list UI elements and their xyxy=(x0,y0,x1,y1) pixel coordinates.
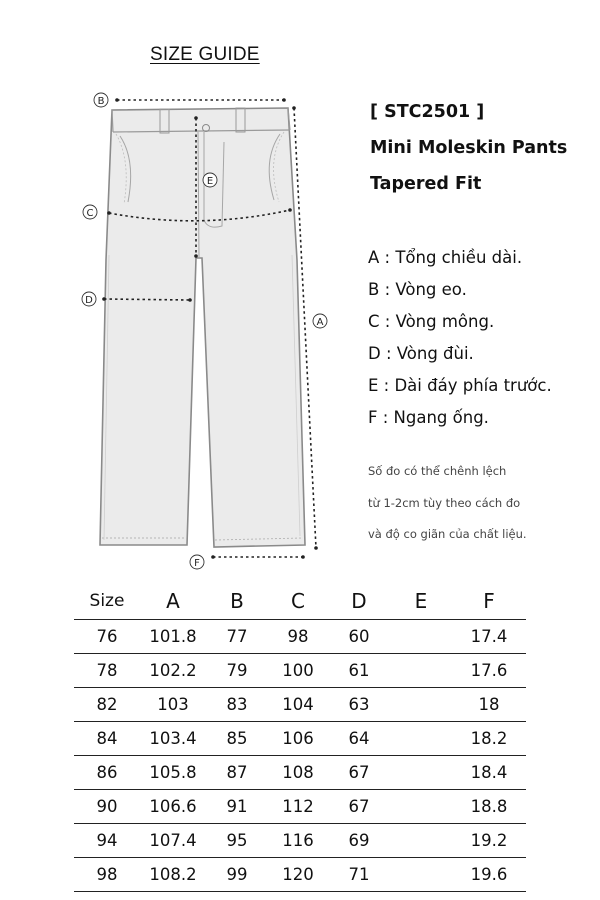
cell-e xyxy=(390,790,452,824)
product-name: Mini Moleskin Pants xyxy=(370,138,568,158)
page-title: SIZE GUIDE xyxy=(150,44,260,65)
cell-c: 106 xyxy=(268,722,328,756)
cell-a: 108.2 xyxy=(140,858,206,892)
cell-b: 91 xyxy=(206,790,268,824)
table-row xyxy=(74,790,526,824)
measure-f-label: F xyxy=(194,558,200,569)
measurement-note xyxy=(368,456,600,551)
cell-d: 61 xyxy=(328,654,390,688)
cell-c: 100 xyxy=(268,654,328,688)
cell-f: 18 xyxy=(452,688,526,722)
cell-e xyxy=(390,756,452,790)
cell-f: 17.4 xyxy=(452,620,526,654)
cell-c: 108 xyxy=(268,756,328,790)
table-row xyxy=(74,858,526,892)
measure-d-label: D xyxy=(85,295,93,306)
table-row xyxy=(74,654,526,688)
measure-e-label: E xyxy=(206,176,214,187)
cell-size: 94 xyxy=(74,824,140,858)
cell-f: 18.8 xyxy=(452,790,526,824)
cell-c: 116 xyxy=(268,824,328,858)
cell-b: 85 xyxy=(206,722,268,756)
measurement-legend xyxy=(368,242,600,434)
size-table xyxy=(74,583,526,892)
cell-a: 102.2 xyxy=(140,654,206,688)
cell-e xyxy=(390,688,452,722)
cell-f: 17.6 xyxy=(452,654,526,688)
product-info xyxy=(370,94,600,202)
cell-e xyxy=(390,654,452,688)
table-row xyxy=(74,756,526,790)
table-row xyxy=(74,688,526,722)
cell-f: 19.6 xyxy=(452,858,526,892)
cell-a: 103 xyxy=(140,688,206,722)
measure-a-label: A xyxy=(316,317,324,328)
cell-c: 112 xyxy=(268,790,328,824)
legend-item-f: F : Ngang ống. xyxy=(368,408,489,427)
cell-size: 86 xyxy=(74,756,140,790)
cell-e xyxy=(390,858,452,892)
legend-item-c: C : Vòng mông. xyxy=(368,312,495,331)
cell-e xyxy=(390,620,452,654)
cell-f: 18.2 xyxy=(452,722,526,756)
product-fit: Tapered Fit xyxy=(370,174,482,194)
cell-a: 103.4 xyxy=(140,722,206,756)
cell-e xyxy=(390,722,452,756)
legend-item-b: B : Vòng eo. xyxy=(368,280,467,299)
measure-f xyxy=(190,555,305,569)
cell-f: 18.4 xyxy=(452,756,526,790)
cell-c: 104 xyxy=(268,688,328,722)
cell-b: 83 xyxy=(206,688,268,722)
cell-e xyxy=(390,824,452,858)
cell-b: 79 xyxy=(206,654,268,688)
header-d: D xyxy=(328,583,390,620)
cell-a: 105.8 xyxy=(140,756,206,790)
cell-c: 98 xyxy=(268,620,328,654)
legend-item-d: D : Vòng đùi. xyxy=(368,344,474,363)
header-b: B xyxy=(206,583,268,620)
table-row xyxy=(74,824,526,858)
note-line: từ 1-2cm tùy theo cách đo xyxy=(368,495,521,510)
cell-size: 76 xyxy=(74,620,140,654)
note-line: và độ co giãn của chất liệu. xyxy=(368,527,527,541)
cell-d: 67 xyxy=(328,790,390,824)
cell-d: 64 xyxy=(328,722,390,756)
cell-d: 67 xyxy=(328,756,390,790)
header-f: F xyxy=(452,583,526,620)
cell-b: 87 xyxy=(206,756,268,790)
legend-item-a: A : Tổng chiều dài. xyxy=(368,248,523,267)
cell-a: 101.8 xyxy=(140,620,206,654)
legend-item-e: E : Dài đáy phía trước. xyxy=(368,376,552,395)
measure-c-label: C xyxy=(86,208,94,219)
table-row xyxy=(74,620,526,654)
cell-b: 77 xyxy=(206,620,268,654)
header-e: E xyxy=(390,583,452,620)
note-line: Số đo có thể chênh lệch xyxy=(368,464,507,478)
pants-illustration xyxy=(100,108,305,547)
cell-d: 63 xyxy=(328,688,390,722)
cell-size: 82 xyxy=(74,688,140,722)
product-code: [ STC2501 ] xyxy=(370,102,485,122)
header-c: C xyxy=(268,583,328,620)
cell-d: 69 xyxy=(328,824,390,858)
cell-size: 84 xyxy=(74,722,140,756)
cell-b: 99 xyxy=(206,858,268,892)
header-a: A xyxy=(140,583,206,620)
cell-a: 107.4 xyxy=(140,824,206,858)
header-size: Size xyxy=(74,583,140,620)
cell-size: 90 xyxy=(74,790,140,824)
cell-a: 106.6 xyxy=(140,790,206,824)
cell-d: 60 xyxy=(328,620,390,654)
cell-d: 71 xyxy=(328,858,390,892)
cell-size: 98 xyxy=(74,858,140,892)
table-row xyxy=(74,722,526,756)
table-header-row xyxy=(74,583,526,620)
measure-b-label: B xyxy=(97,96,105,107)
cell-b: 95 xyxy=(206,824,268,858)
cell-c: 120 xyxy=(268,858,328,892)
pants-diagram xyxy=(0,80,360,580)
cell-size: 78 xyxy=(74,654,140,688)
cell-f: 19.2 xyxy=(452,824,526,858)
measure-b xyxy=(94,93,286,107)
